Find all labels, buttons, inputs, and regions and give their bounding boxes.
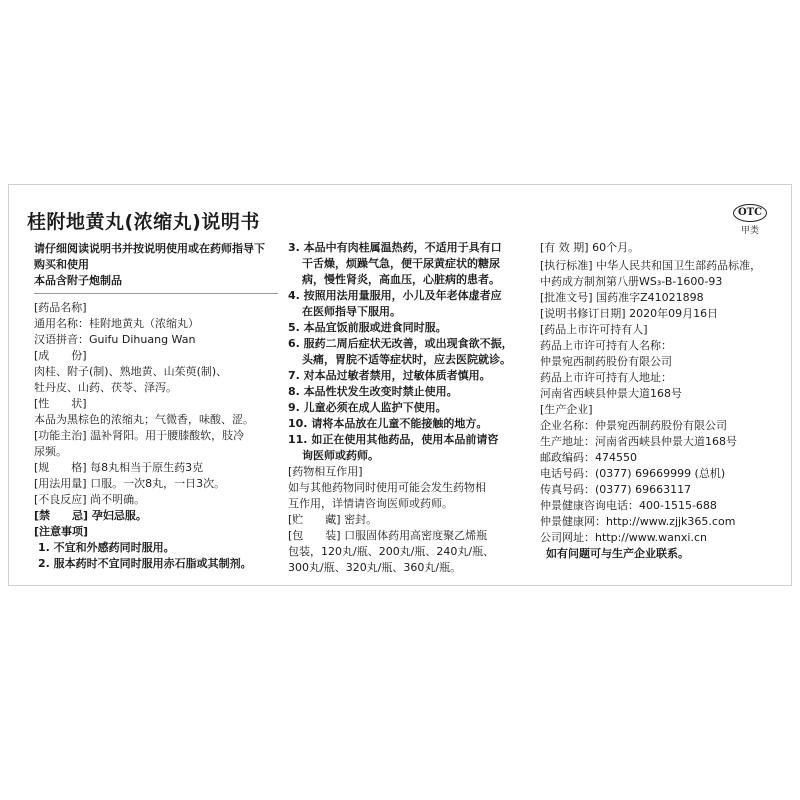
ingredients-heading: [成 份] [34,349,87,362]
otc-badge: OTC [733,204,767,222]
precaution-item-3-line-1: 3. 本品中有肉桂属温热药，不适用于具有口 [288,241,502,254]
indication-line-2: 尿频。 [34,445,67,458]
storage: [贮 藏] 密封。 [288,513,378,526]
fax-number: 传真号码：(0377) 69663117 [540,483,692,496]
precaution-item-11-line-2: 询医师或药师。 [302,449,379,462]
precaution-item-2: 2. 服本药时不宜同时服用赤石脂或其制剂。 [38,557,252,570]
reading-notice-line-1: 请仔细阅读说明书并按说明使用或在药师指导下 [34,242,265,255]
validity: [有 效 期] 60个月。 [540,241,640,254]
aconite-notice: 本品含附子炮制品 [34,274,122,287]
precaution-item-9: 9. 儿童必须在成人监护下使用。 [288,401,447,414]
package-line-1: [包 装] 口服固体药用高密度聚乙烯瓶 [288,529,488,542]
company-website: 公司网址：http://www.wanxi.cn [540,531,707,544]
precaution-item-10: 10. 请将本品放在儿童不能接触的地方。 [288,417,488,430]
precautions-heading: [注意事项] [34,525,89,538]
usage-dosage: [用法用量] 口服。一次8丸，一日3次。 [34,477,226,490]
precaution-item-5: 5. 本品宜饭前服或进食同时服。 [288,321,447,334]
precaution-item-4-line-1: 4. 按照用法用量服用，小儿及年老体虚者应 [288,289,502,302]
reading-notice-line-2: 购买和使用 [34,258,89,271]
license-holder-heading: [药品上市许可持有人] [540,323,648,336]
ingredients-line-2: 牡丹皮、山药、茯苓、泽泻。 [34,381,177,394]
health-website: 仲景健康网：http://www.zjjk365.com [540,515,736,528]
contact-note: 如有问题可与生产企业联系。 [546,547,689,560]
standard-line-1: [执行标准] 中华人民共和国卫生部药品标准， [540,259,762,272]
package-line-2: 包装，120丸/瓶、200丸/瓶、240丸/瓶、 [288,545,495,558]
character-heading: [性 状] [34,397,87,410]
otc-class-label: 甲类 [740,226,759,236]
postcode: 邮政编码：474550 [540,451,637,464]
drug-name-heading: [药品名称] [34,301,87,314]
precaution-item-3-line-3: 病，慢性肾炎，高血压，心脏病的患者。 [302,273,500,286]
ingredients-line-1: 肉桂、附子(制)、熟地黄、山茱萸(制)、 [34,365,228,378]
precaution-item-8: 8. 本品性状发生改变时禁止使用。 [288,385,458,398]
common-name: 通用名称：桂附地黄丸（浓缩丸） [34,317,199,330]
health-hotline: 仲景健康咨询电话：400-1515-688 [540,499,717,512]
divider [34,293,278,294]
interaction-line-1: 如与其他药物同时使用可能会发生药物相 [288,481,486,494]
manufacturer-heading: [生产企业] [540,403,593,416]
revision-date: [说明书修订日期] 2020年09月16日 [540,307,719,320]
otc-mark [733,204,767,236]
precaution-item-1: 1. 不宜和外感药同时服用。 [38,541,175,554]
license-holder-name-label: 药品上市许可持有人名称： [540,339,672,352]
indication-line-1: [功能主治] 温补肾阳。用于腰膝酸软，肢冷 [34,429,245,442]
license-holder-address-label: 药品上市许可持有人地址： [540,371,672,384]
precaution-item-6-line-1: 6. 服药二周后症状无改善，或出现食欲不振， [288,337,513,350]
precaution-item-4-line-2: 在医师指导下服用。 [302,305,401,318]
precaution-item-6-line-2: 头痛，胃脘不适等症状时，应去医院就诊。 [302,353,511,366]
precaution-item-3-line-2: 干舌燥，烦躁气急，便干尿黄症状的糖尿 [302,257,500,270]
precaution-item-11-line-1: 11. 如正在使用其他药品，使用本品前请咨 [288,433,499,446]
precaution-item-7: 7. 对本品过敏者禁用，过敏体质者慎用。 [288,369,491,382]
license-holder-address: 河南省西峡县仲景大道168号 [540,387,682,400]
contraindications: [禁 忌] 孕妇忌服。 [34,509,147,522]
document-title: 桂附地黄丸(浓缩丸)说明书 [27,211,260,233]
phone-number: 电话号码：(0377) 69669999 (总机) [540,467,726,480]
specification: [规 格] 每8丸相当于原生药3克 [34,461,204,474]
license-holder-name: 仲景宛西制药股份有限公司 [540,355,672,368]
pinyin-name: 汉语拼音：Guifu Dihuang Wan [34,333,196,346]
character-text: 本品为黑棕色的浓缩丸；气微香，味酸、涩。 [34,413,254,426]
manufacturer-address: 生产地址：河南省西峡县仲景大道168号 [540,435,737,448]
manufacturer-name: 企业名称：仲景宛西制药股份有限公司 [540,419,727,432]
interaction-line-2: 互作用，详情请咨询医师或药师。 [288,497,453,510]
standard-line-2: 中药成方制剂第八册WS₃-B-1600-93 [540,275,723,288]
interaction-heading: [药物相互作用] [288,465,363,478]
package-line-3: 300丸/瓶、320丸/瓶、360丸/瓶。 [288,561,462,574]
adverse-reactions: [不良反应] 尚不明确。 [34,493,146,506]
approval-number: [批准文号] 国药准字Z41021898 [540,291,704,304]
